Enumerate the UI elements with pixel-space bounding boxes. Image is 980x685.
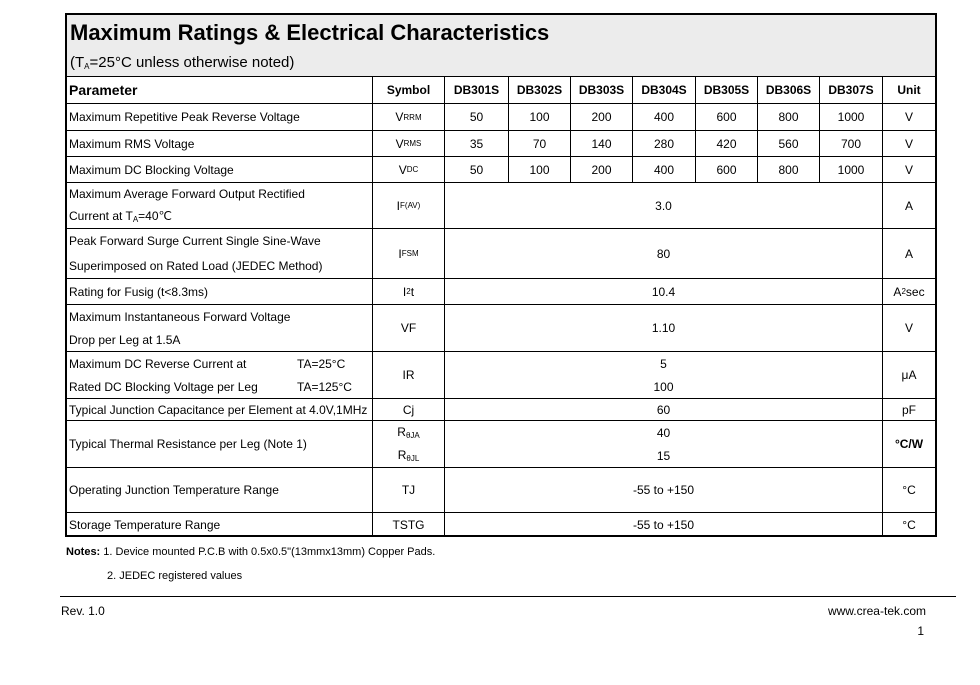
- param-vdc: Maximum DC Blocking Voltage: [67, 157, 372, 183]
- header-part: DB302S: [508, 77, 570, 104]
- footer-rule: [60, 596, 956, 597]
- unit-tstg: °C: [882, 513, 935, 537]
- value-cell: 140: [570, 131, 632, 157]
- symbol-vf: VF: [372, 305, 444, 352]
- unit-tj: °C: [882, 468, 935, 513]
- notes-label: Notes:: [66, 546, 101, 558]
- value-cell: 1000: [819, 104, 882, 131]
- header-part: DB307S: [819, 77, 882, 104]
- symbol-vrms: V RMS: [372, 131, 444, 157]
- notes: [66, 546, 435, 558]
- symbol-tj: TJ: [372, 468, 444, 513]
- value-tstg: -55 to +150: [444, 513, 882, 537]
- value-cell: 1000: [819, 157, 882, 183]
- symbol-ir: IR: [372, 352, 444, 399]
- symbol-ifsm: I FSM: [372, 229, 444, 279]
- header-part: DB304S: [632, 77, 695, 104]
- value-cell: 50: [444, 104, 508, 131]
- param-ifav: Maximum Average Forward Output Rectified Current at $T_A=40℃$: [67, 183, 372, 229]
- value-cell: 600: [695, 104, 757, 131]
- value-cell: 50: [444, 157, 508, 183]
- header-part: DB303S: [570, 77, 632, 104]
- symbol-i2t: I 2 t: [372, 279, 444, 305]
- unit-cj: pF: [882, 399, 935, 421]
- value-cell: 70: [508, 131, 570, 157]
- page-number: 1: [917, 624, 924, 638]
- value-cell: 560: [757, 131, 819, 157]
- unit-vrrm: V: [882, 104, 935, 131]
- unit-ifsm: A: [882, 229, 935, 279]
- unit-i2t: A 2 sec: [882, 279, 935, 305]
- symbol-vrrm: V RRM: [372, 104, 444, 131]
- header-part: DB305S: [695, 77, 757, 104]
- symbol-rth: $R_{\theta JA}$ $R_{\theta JL}$: [372, 421, 444, 468]
- unit-rth: °C/W: [882, 421, 935, 468]
- value-cell: 200: [570, 104, 632, 131]
- unit-ir: μA: [882, 352, 935, 399]
- value-ir: 5 100: [444, 352, 882, 399]
- value-cell: 600: [695, 157, 757, 183]
- revision: Rev. 1.0: [61, 604, 105, 618]
- param-ifsm: Peak Forward Surge Current Single Sine-Wave Superimposed on Rated Load (JEDEC Method): [67, 229, 372, 279]
- value-ifsm: 80: [444, 229, 882, 279]
- param-tj: Operating Junction Temperature Range: [67, 468, 372, 513]
- table-title: Maximum Ratings & Electrical Characteristics: [70, 20, 550, 45]
- value-cell: 400: [632, 157, 695, 183]
- value-cell: 100: [508, 157, 570, 183]
- website-link[interactable]: www.crea-tek.com: [827, 604, 926, 618]
- param-tstg: Storage Temperature Range: [69, 518, 221, 532]
- param-i2t: Rating for Fusig (t<8.3ms): [67, 279, 372, 305]
- ratings-table: [65, 13, 937, 537]
- header-part: DB301S: [444, 77, 508, 104]
- value-vf: 1.10: [444, 305, 882, 352]
- unit-vrms: V: [882, 131, 935, 157]
- symbol-ifav: I F(AV): [372, 183, 444, 229]
- param-cj: Typical Junction Capacitance per Element at 4.0V,1MHz: [67, 399, 372, 421]
- value-cell: 35: [444, 131, 508, 157]
- value-cell: 700: [819, 131, 882, 157]
- header-part: DB306S: [757, 77, 819, 104]
- header-symbol: Symbol: [372, 77, 444, 104]
- unit-vf: V: [882, 305, 935, 352]
- table-subtitle: ($T_A=25^\circ C$ unless otherwise noted): [70, 54, 295, 71]
- value-cell: 400: [632, 104, 695, 131]
- table-title-band: [67, 15, 935, 77]
- value-cell: 200: [570, 157, 632, 183]
- value-cell: 800: [757, 157, 819, 183]
- param-ir: Maximum DC Reverse Current at TA=25°C Rated DC Blocking Voltage per Leg TA=125°C: [67, 352, 372, 399]
- param-vf: Maximum Instantaneous Forward Voltage Drop per Leg at 1.5A: [67, 305, 372, 352]
- value-tj: -55 to +150: [444, 468, 882, 513]
- value-i2t: 10.4: [444, 279, 882, 305]
- value-cell: 280: [632, 131, 695, 157]
- note-2: 2. JEDEC registered values: [107, 570, 243, 582]
- symbol-vdc: V DC: [372, 157, 444, 183]
- param-vrrm: Maximum Repetitive Peak Reverse Voltage: [67, 104, 372, 131]
- unit-ifav: A: [882, 183, 935, 229]
- value-cell: 800: [757, 104, 819, 131]
- unit-vdc: V: [882, 157, 935, 183]
- symbol-cj: Cj: [372, 399, 444, 421]
- value-cj: 60: [444, 399, 882, 421]
- param-vrms: Maximum RMS Voltage: [67, 131, 372, 157]
- param-rth: Typical Thermal Resistance per Leg (Note 1): [67, 421, 372, 468]
- value-ifav: 3.0: [444, 183, 882, 229]
- value-cell: 100: [508, 104, 570, 131]
- symbol-tstg: TSTG: [372, 513, 444, 537]
- header-unit: Unit: [882, 77, 935, 104]
- header-parameter: Parameter: [67, 77, 372, 104]
- note-1: 1. Device mounted P.C.B with 0.5x0.5"(13mmx13mm) Copper Pads.: [103, 546, 436, 558]
- value-rth: 40 15: [444, 421, 882, 468]
- value-cell: 420: [695, 131, 757, 157]
